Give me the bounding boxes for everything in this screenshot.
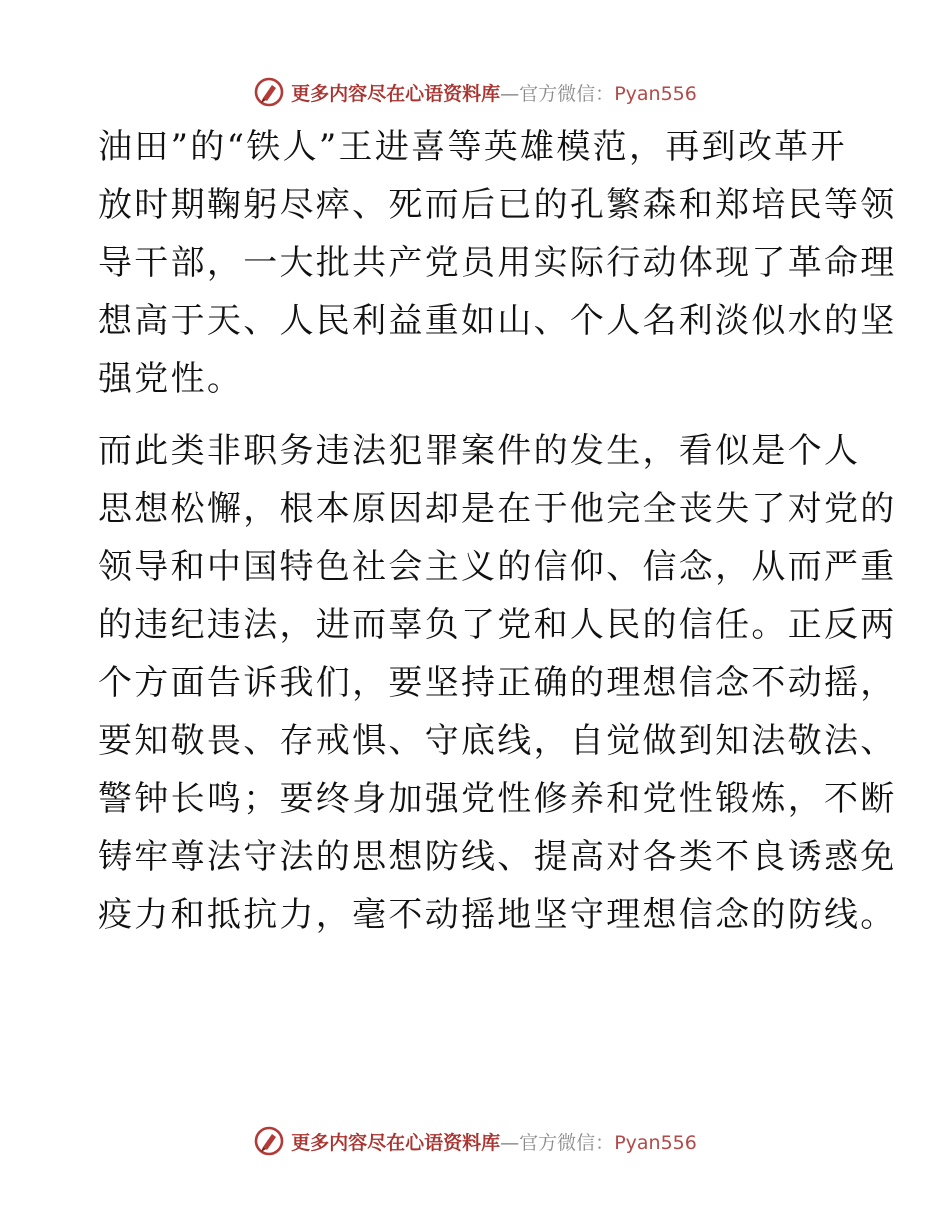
header-wechat-label: 官方微信： <box>519 82 615 105</box>
paragraph-1 <box>98 118 897 408</box>
footer-text <box>291 1128 697 1155</box>
text-line: 强党性。 <box>98 359 244 399</box>
text-line: 领导和中国特色社会主义的信仰、信念，从而严重 <box>98 547 897 587</box>
text-line: 要知敬畏、存戒惧、守底线，自觉做到知法敬法、 <box>98 721 897 761</box>
text-line: 放时期鞠躬尽瘁、死而后已的孔繁森和郑培民等领 <box>98 185 897 225</box>
pen-logo-icon <box>253 76 285 108</box>
text-line: 警钟长鸣；要终身加强党性修养和党性锻炼，不断 <box>98 779 897 819</box>
document-body <box>98 118 897 944</box>
footer-wechat-id: Pyan556 <box>614 1131 697 1154</box>
header-banner <box>0 72 950 112</box>
footer-wechat-label: 官方微信： <box>519 1131 615 1154</box>
text-line: 思想松懈，根本原因却是在于他完全丧失了对党的 <box>98 489 897 529</box>
text-line: 想高于天、人民利益重如山、个人名利淡似水的坚 <box>98 301 897 341</box>
text-line: 导干部，一大批共产党员用实际行动体现了革命理 <box>98 243 897 283</box>
footer-brand: 更多内容尽在心语资料库 <box>291 1131 501 1154</box>
footer-dash: — <box>500 1131 520 1154</box>
paragraph-2 <box>98 422 897 944</box>
header-wechat-id: Pyan556 <box>614 82 697 105</box>
header-text <box>291 79 697 106</box>
text-line: 的违纪违法，进而辜负了党和人民的信任。正反两 <box>98 605 897 645</box>
text-line: 而此类非职务违法犯罪案件的发生，看似是个人 <box>98 431 861 471</box>
header-brand: 更多内容尽在心语资料库 <box>291 82 501 105</box>
text-line: 个方面告诉我们，要坚持正确的理想信念不动摇， <box>98 663 897 703</box>
text-line: 油田”的“铁人”王进喜等英雄模范，再到改革开 <box>98 127 847 167</box>
pen-logo-icon <box>253 1125 285 1157</box>
footer-banner <box>0 1121 950 1161</box>
text-line: 疫力和抵抗力，毫不动摇地坚守理想信念的防线。 <box>98 895 897 935</box>
header-dash: — <box>500 82 520 105</box>
text-line: 铸牢尊法守法的思想防线、提高对各类不良诱惑免 <box>98 837 897 877</box>
